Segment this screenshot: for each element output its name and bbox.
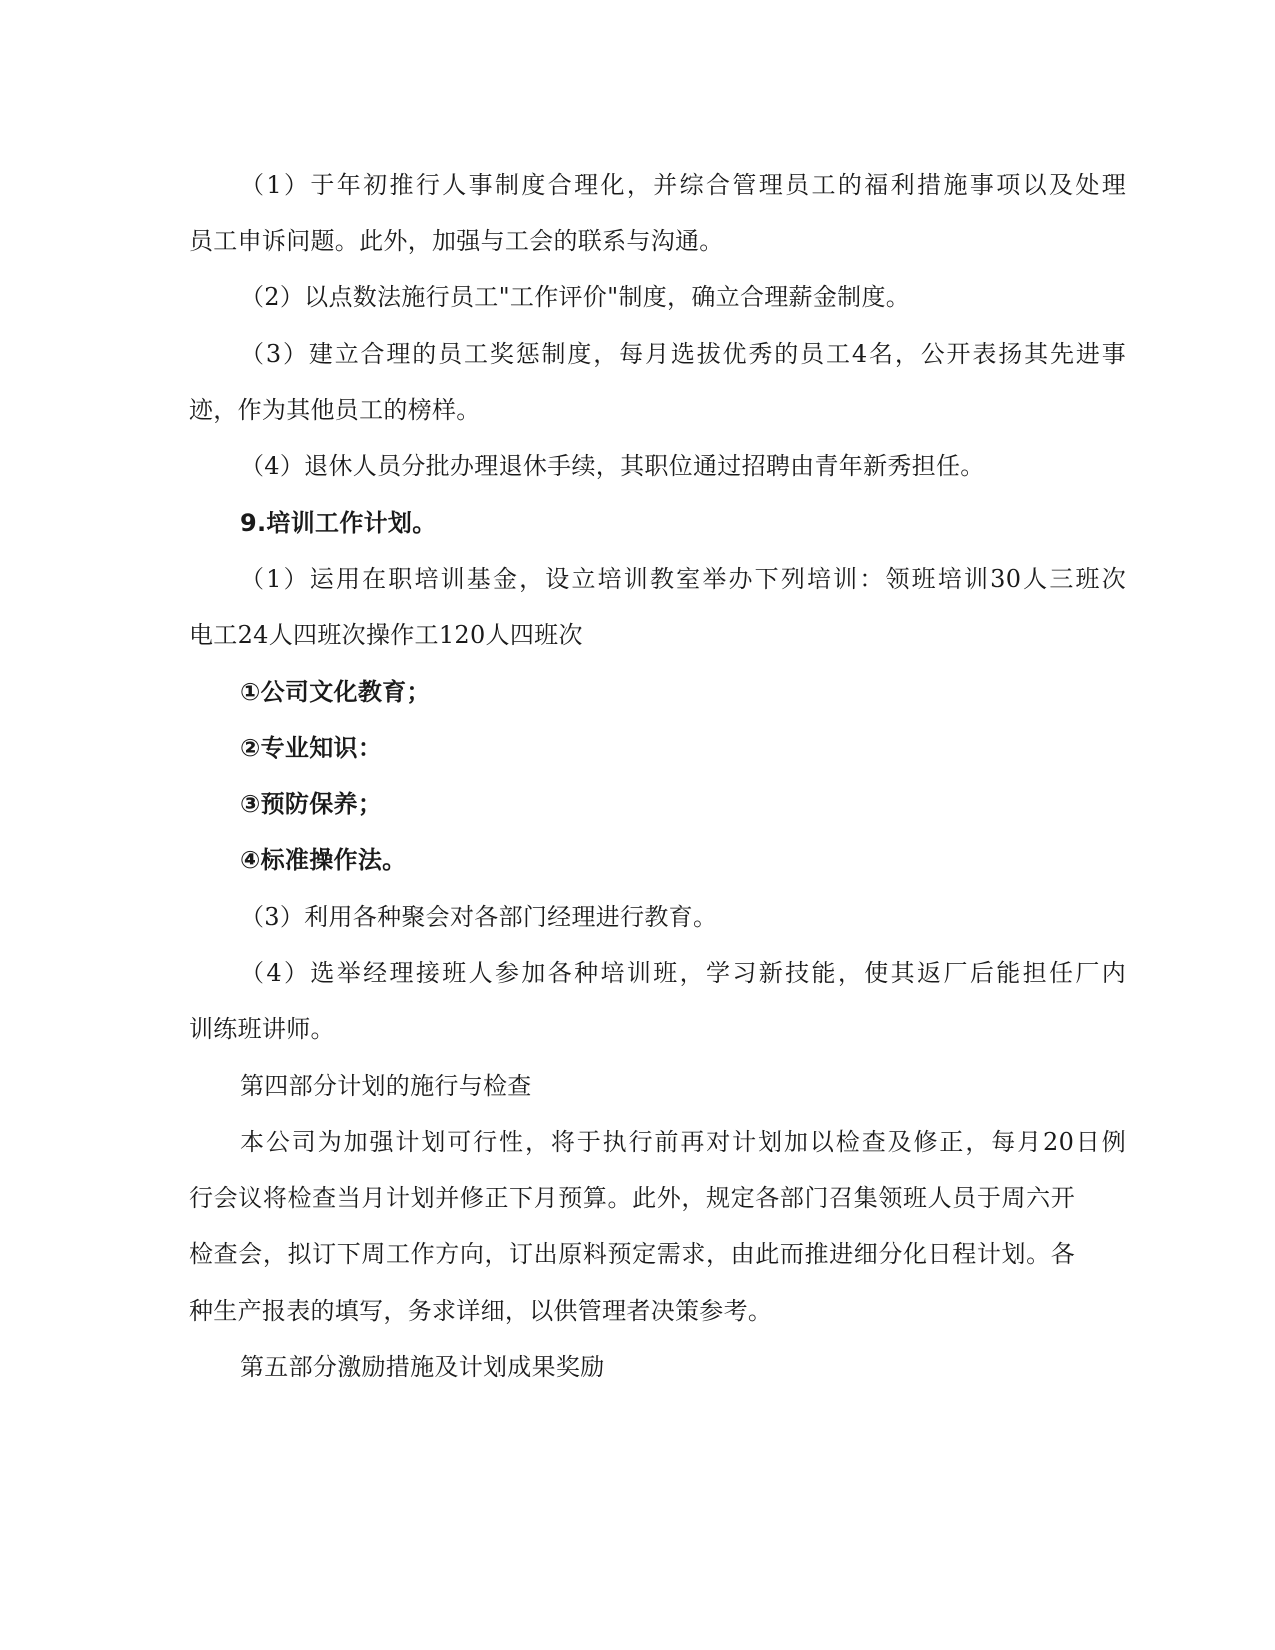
paragraph-line: 本公司为加强计划可行性，将于执行前再对计划加以检查及修正，每月20日例: [240, 1128, 1126, 1156]
paragraph-line: 训练班讲师。: [189, 1015, 335, 1043]
paragraph-line: （3）建立合理的员工奖惩制度，每月选拔优秀的员工4名，公开表扬其先进事: [240, 340, 1126, 368]
part-heading: 第五部分激励措施及计划成果奖励: [240, 1353, 605, 1381]
part-heading: 第四部分计划的施行与检查: [240, 1072, 532, 1100]
paragraph-line: 行会议将检查当月计划并修正下月预算。此外，规定各部门召集领班人员于周六开: [189, 1184, 1075, 1212]
paragraph-line: 检查会，拟订下周工作方向，订出原料预定需求，由此而推进细分化日程计划。各: [189, 1240, 1075, 1268]
list-item: ②专业知识：: [240, 734, 383, 762]
list-item: ④标准操作法。: [240, 846, 407, 874]
paragraph-line: （4）选举经理接班人参加各种培训班，学习新技能，使其返厂后能担任厂内: [240, 959, 1126, 987]
paragraph-line: （3）利用各种聚会对各部门经理进行教育。: [240, 903, 718, 931]
list-item: ①公司文化教育；: [240, 678, 431, 706]
paragraph-line: （2）以点数法施行员工"工作评价"制度，确立合理薪金制度。: [240, 283, 911, 311]
paragraph-line: 电工24人四班次操作工120人四班次: [189, 621, 583, 649]
paragraph-line: （4）退休人员分批办理退休手续，其职位通过招聘由青年新秀担任。: [240, 452, 985, 480]
paragraph-line: 种生产报表的填写，务求详细，以供管理者决策参考。: [189, 1297, 773, 1325]
paragraph-line: 迹，作为其他员工的榜样。: [189, 396, 481, 424]
section-heading: 9.培训工作计划。: [240, 509, 437, 537]
paragraph-line: 员工申诉问题。此外，加强与工会的联系与沟通。: [189, 227, 724, 255]
list-item: ③预防保养；: [240, 790, 383, 818]
paragraph-line: （1）运用在职培训基金，设立培训教室举办下列培训：领班培训30人三班次: [240, 565, 1126, 593]
paragraph-line: （1）于年初推行人事制度合理化，并综合管理员工的福利措施事项以及处理: [240, 171, 1126, 199]
